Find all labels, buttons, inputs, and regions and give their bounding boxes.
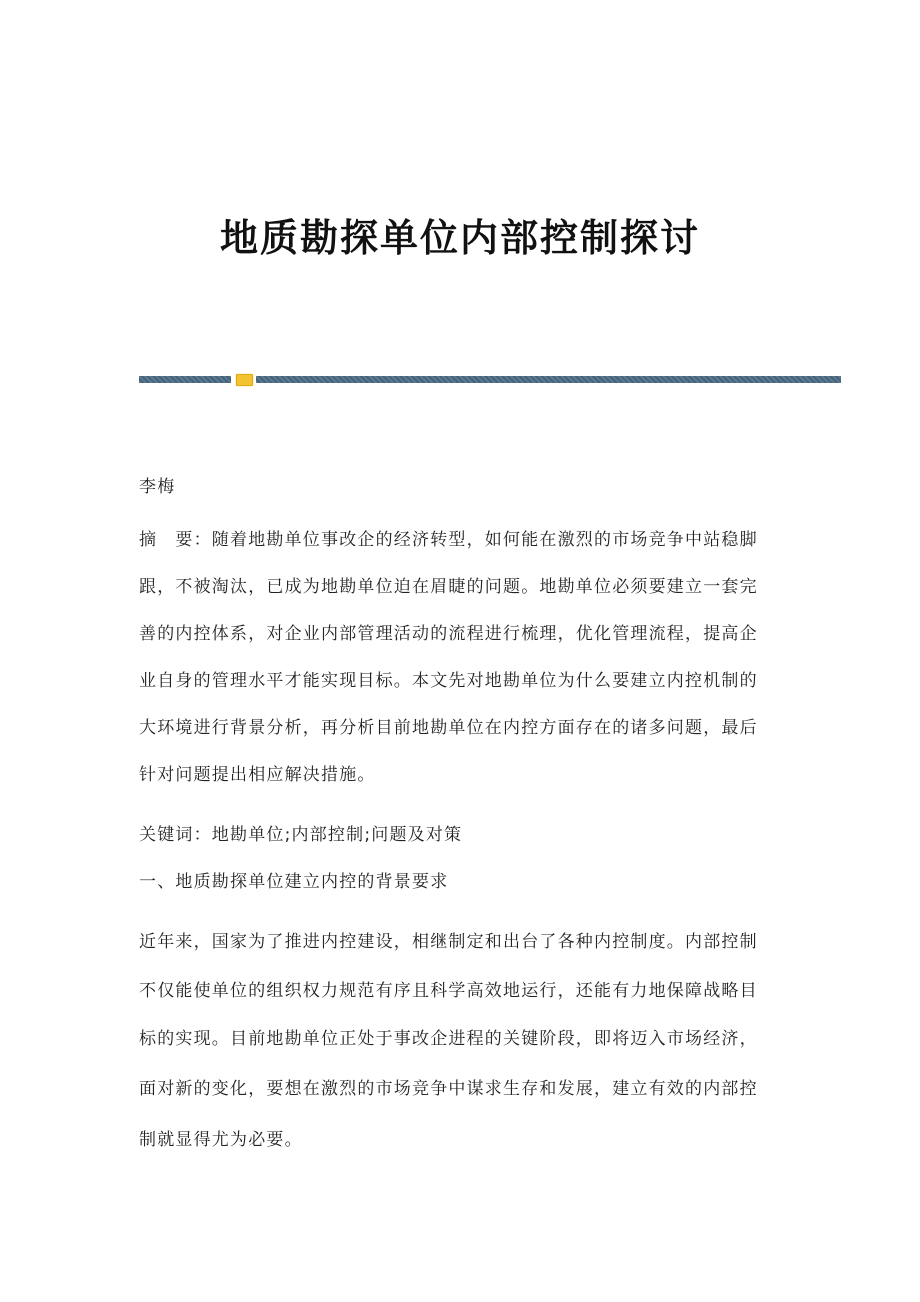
abstract-line: 业自身的管理水平才能实现目标。本文先对地勘单位为什么要建立内控机制的 xyxy=(139,671,758,691)
paragraph-line: 面对新的变化，要想在激烈的市场竞争中谋求生存和发展，建立有效的内部控 xyxy=(139,1079,758,1099)
divider-bar-left xyxy=(139,376,231,383)
paragraph-line: 不仅能使单位的组织权力规范有序且科学高效地运行，还能有力地保障战略目 xyxy=(139,981,758,1001)
divider-ornament-icon xyxy=(236,374,253,386)
paragraph-line: 标的实现。目前地勘单位正处于事改企进程的关键阶段，即将迈入市场经济， xyxy=(139,1029,758,1049)
section-heading: 一、地质勘探单位建立内控的背景要求 xyxy=(139,872,449,892)
paragraph-line: 近年来，国家为了推进内控建设，相继制定和出台了各种内控制度。内部控制 xyxy=(139,932,758,952)
document-title: 地质勘探单位内部控制探讨 xyxy=(219,215,700,260)
paragraph-line: 制就显得尤为必要。 xyxy=(139,1130,303,1150)
abstract-line: 大环境进行背景分析，再分析目前地勘单位在内控方面存在的诸多问题，最后 xyxy=(139,718,758,738)
abstract-line: 摘 要：随着地勘单位事改企的经济转型，如何能在激烈的市场竞争中站稳脚 xyxy=(139,530,758,550)
abstract-line: 善的内控体系，对企业内部管理活动的流程进行梳理，优化管理流程，提高企 xyxy=(139,624,758,644)
author-name: 李梅 xyxy=(139,477,176,497)
abstract-line: 针对问题提出相应解决措施。 xyxy=(139,765,376,785)
divider-bar-right xyxy=(256,376,841,383)
keywords: 关键词：地勘单位;内部控制;问题及对策 xyxy=(139,825,463,845)
abstract-line: 跟，不被淘汰，已成为地勘单位迫在眉睫的问题。地勘单位必须要建立一套完 xyxy=(139,577,758,597)
